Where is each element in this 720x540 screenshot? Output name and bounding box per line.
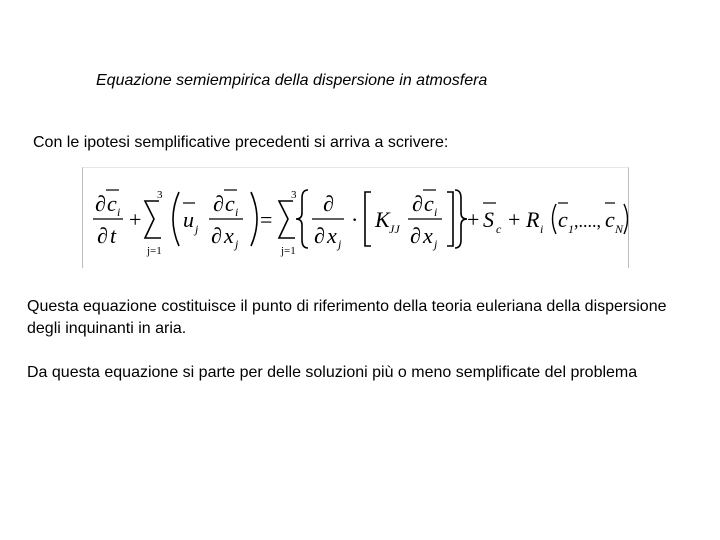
svg-text:c: c [225,191,235,216]
svg-text:i: i [235,205,239,219]
svg-text:x: x [224,223,234,248]
svg-text:∂: ∂ [323,191,334,216]
equation-image [82,167,629,268]
slide-title: Equazione semiempirica della dispersione in atmosfera [96,72,488,89]
paragraph-solutions: Da questa equazione si parte per delle soluzioni più o meno semplificate del problema [27,364,638,381]
svg-text:c: c [424,191,434,216]
svg-text:+: + [467,207,480,232]
svg-text:c: c [496,222,502,236]
svg-text:j=1: j=1 [281,245,296,257]
svg-text:N: N [615,222,624,236]
intro-text: Con le ipotesi semplificative precedenti si arriva a scrivere: [33,134,449,151]
svg-text:,....,: ,...., [574,211,601,231]
svg-text:c: c [605,207,615,232]
svg-text:∂: ∂ [97,223,108,248]
svg-text:i: i [434,205,438,219]
svg-text:∂: ∂ [412,191,423,216]
svg-text:j: j [235,237,239,251]
svg-text:j: j [434,237,438,251]
svg-text:K: K [375,207,390,232]
svg-text:=: = [260,207,273,232]
svg-text:3: 3 [291,189,297,201]
svg-text:c: c [107,191,117,216]
svg-text:∂: ∂ [410,223,421,248]
svg-text:c: c [558,207,568,232]
svg-text:j=1: j=1 [147,245,162,257]
svg-text:S: S [483,207,494,232]
equation-formula [83,168,628,268]
svg-text:∂: ∂ [213,191,224,216]
svg-text:1: 1 [568,222,574,236]
svg-text:3: 3 [157,189,163,201]
svg-text:t: t [110,223,117,248]
svg-text:+: + [129,207,142,232]
svg-text:x: x [423,223,433,248]
svg-text:x: x [327,223,337,248]
svg-text:∂: ∂ [211,223,222,248]
svg-text:+: + [508,207,521,232]
svg-text:j: j [338,237,342,251]
svg-text:i: i [117,205,121,219]
svg-text:i: i [540,222,544,236]
svg-text:j: j [195,222,199,236]
svg-text:u: u [183,207,194,232]
svg-text:·: · [351,207,359,232]
svg-text:∂: ∂ [314,223,325,248]
paragraph-reference-theory: Questa equazione costituisce il punto di riferimento della teoria euleriana della dispersione degli inquinanti in aria. [27,298,667,337]
svg-text:JJ: JJ [389,222,400,236]
svg-text:∂: ∂ [95,191,106,216]
svg-text:R: R [526,207,540,232]
